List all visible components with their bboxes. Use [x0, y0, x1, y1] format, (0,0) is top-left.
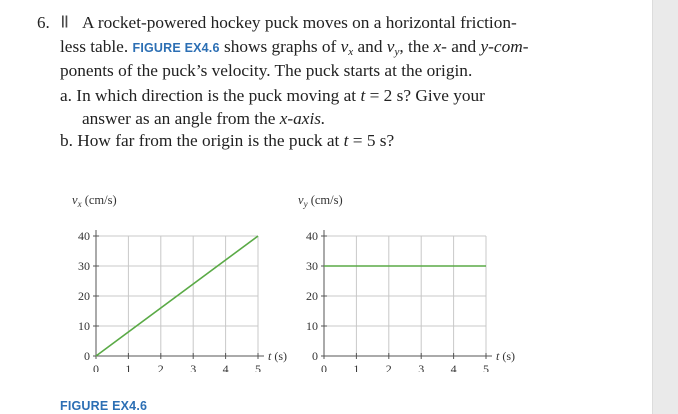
part-a-line-1: a. In which direction is the puck moving at t = 2 s? Give your [60, 86, 485, 105]
y-tick-label-0: 0 [84, 349, 90, 363]
y-tick-label-30: 30 [306, 259, 318, 273]
x-tick-label-5: 5 [483, 362, 489, 372]
line2-and2: and [451, 37, 477, 56]
x-tick-label-5: 5 [255, 362, 261, 372]
y-tick-label-30: 30 [78, 259, 90, 273]
y-tick-label-40: 40 [306, 229, 318, 243]
x-tick-label-2: 2 [157, 362, 164, 372]
y-tick-label-40: 40 [78, 229, 90, 243]
line2-the: , the [399, 37, 430, 56]
y-tick-label-0: 0 [312, 349, 318, 363]
y-axis-label: $v_x$ (cm/s) [72, 193, 117, 209]
x-tick-label-1: 1 [125, 362, 132, 372]
part-a-line-2: answer as an angle from the x-axis. [82, 109, 326, 128]
vx-symbol: $v_x$ [340, 37, 354, 58]
figure-ex4-6 [58, 190, 528, 372]
line2-mid: shows graphs of [223, 37, 337, 56]
x-tick-label-3: 3 [190, 362, 197, 372]
difficulty-marker: || [61, 13, 69, 28]
problem-line-1: A rocket-powered hockey puck moves on a horizontal friction- [82, 13, 517, 32]
y-tick-label-10: 10 [78, 319, 90, 333]
part-b: b. How far from the origin is the puck at t = 5 s? [60, 131, 395, 150]
line2-pre: less table. [60, 37, 129, 56]
line2-x: x- [433, 37, 447, 56]
chart-panel-2 [298, 193, 515, 372]
x-tick-label-1: 1 [353, 362, 360, 372]
x-tick-label-3: 3 [418, 362, 425, 372]
x-tick-label-2: 2 [385, 362, 392, 372]
y-tick-label-10: 10 [306, 319, 318, 333]
y-axis-label: $v_y$ (cm/s) [298, 193, 343, 209]
chart-panel-1 [72, 193, 287, 372]
line2-y: y-com- [480, 37, 529, 56]
right-sidebar [652, 0, 678, 414]
x-tick-label-0: 0 [321, 362, 327, 372]
problem-line-2 [60, 37, 528, 57]
line2-and: and [357, 37, 383, 56]
figure-reference-link[interactable]: FIGURE EX4.6 [132, 41, 220, 55]
x-axis-label: t (s) [268, 349, 288, 363]
figure-caption: FIGURE EX4.6 [60, 399, 148, 413]
problem-line-3: ponents of the puck’s velocity. The puck starts at the origin. [60, 61, 473, 80]
y-tick-label-20: 20 [78, 289, 90, 303]
x-tick-label-0: 0 [93, 362, 99, 372]
x-axis-label: t (s) [496, 349, 516, 363]
problem-number: 6. [37, 13, 50, 32]
x-tick-label-4: 4 [450, 362, 457, 372]
y-tick-label-20: 20 [306, 289, 318, 303]
vy-symbol: $v_y$ [386, 37, 400, 58]
x-tick-label-4: 4 [222, 362, 229, 372]
